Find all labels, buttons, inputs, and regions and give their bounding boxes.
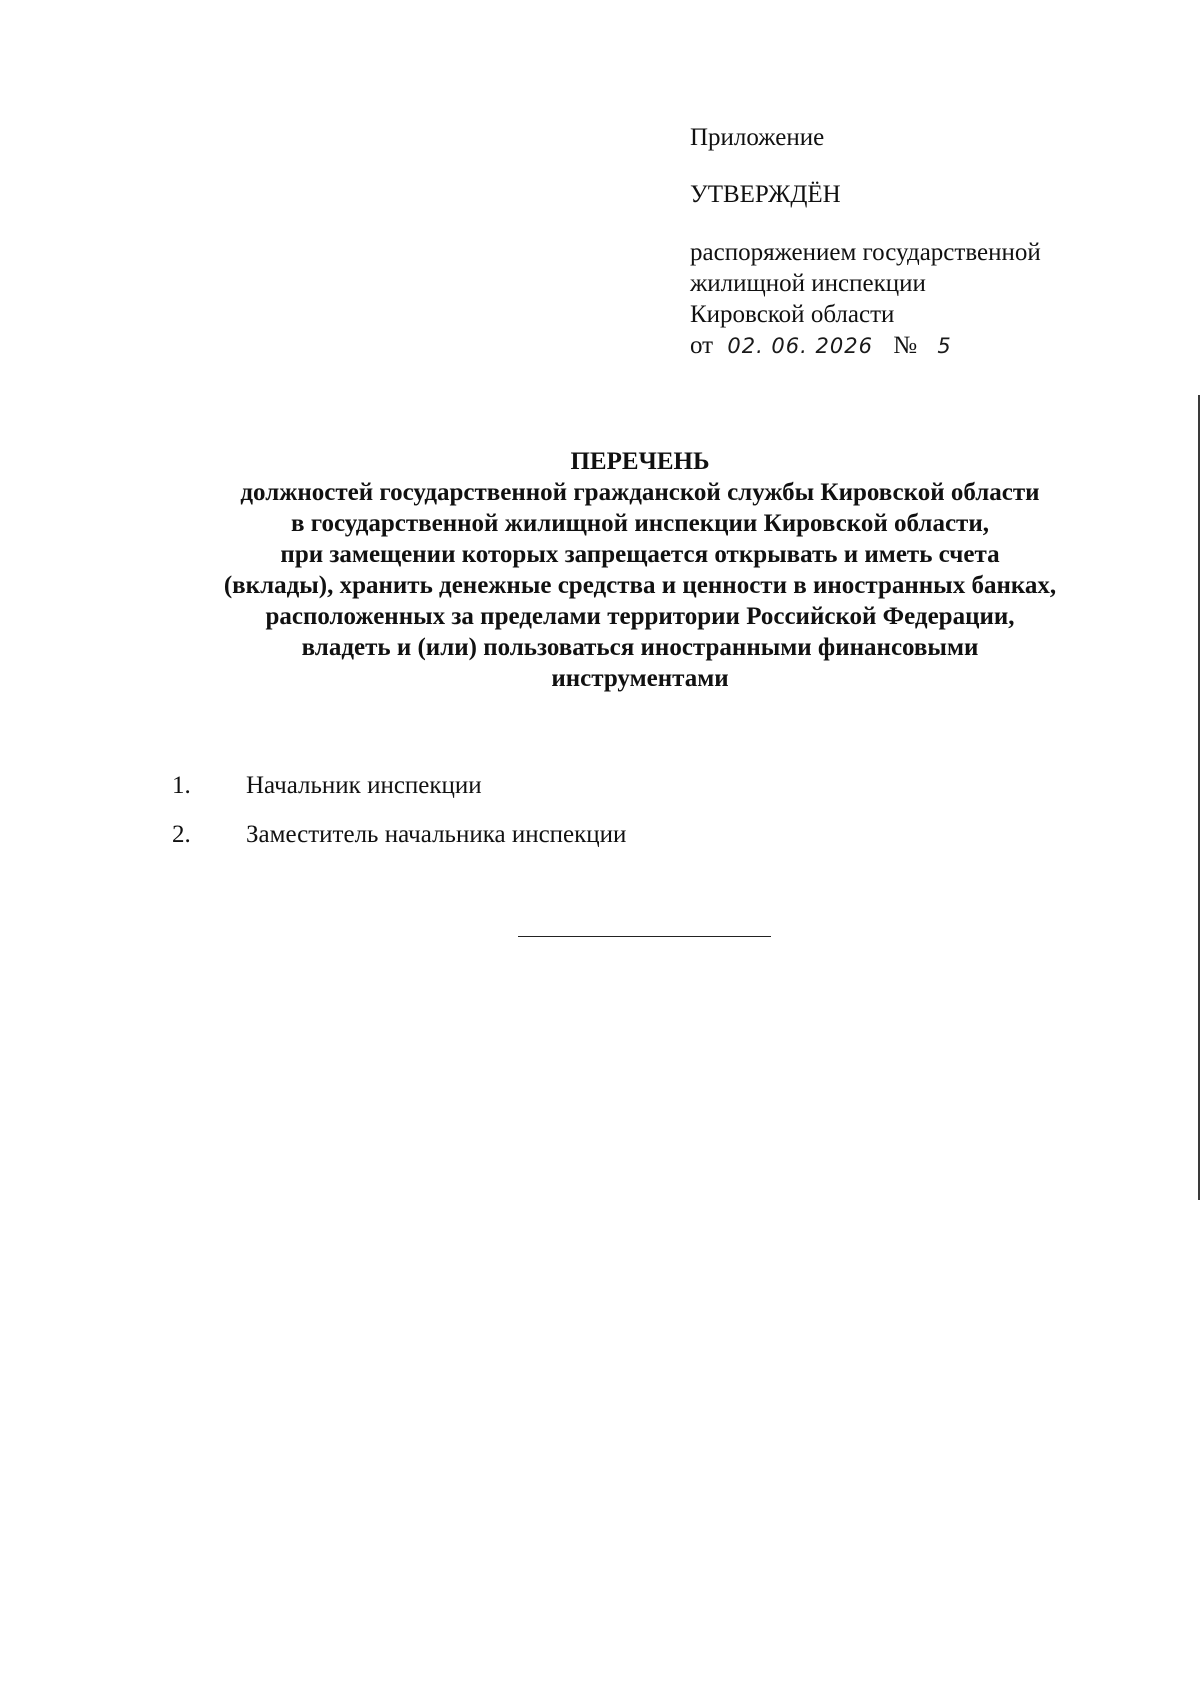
approval-date-line xyxy=(690,330,1160,362)
title-line: (вклады), хранить денежные средства и ценности в иностранных банках, xyxy=(223,572,1057,599)
title-heading: ПЕРЕЧЕНЬ xyxy=(570,448,710,475)
list-item-text: Заместитель начальника инспекции xyxy=(246,821,627,848)
handwritten-number: 5 xyxy=(937,334,952,358)
approval-by-line: Кировской области xyxy=(690,301,895,328)
title-line: владеть и (или) пользоваться иностранными финансовыми xyxy=(301,634,979,661)
list-item-number: 1. xyxy=(172,772,191,799)
list-item-text: Начальник инспекции xyxy=(246,772,482,799)
date-prefix: от xyxy=(690,332,714,359)
approval-by-line: распоряжением государственной xyxy=(690,239,1041,266)
positions-list xyxy=(172,770,972,850)
document-title xyxy=(150,446,1130,694)
approval-block xyxy=(690,122,1160,362)
approved-label: УТВЕРЖДЁН xyxy=(690,181,841,208)
handwritten-date: 02. 06. 2026 xyxy=(727,334,873,358)
number-label: № xyxy=(893,332,918,359)
end-divider xyxy=(518,936,771,937)
list-item xyxy=(172,819,972,850)
title-line: расположенных за пределами территории Российской Федерации, xyxy=(265,603,1015,630)
approval-by-line: жилищной инспекции xyxy=(690,270,926,297)
title-line: при замещении которых запрещается открывать и иметь счета xyxy=(280,541,1000,568)
title-line: инструментами xyxy=(551,665,729,692)
appendix-label: Приложение xyxy=(690,124,825,151)
list-item xyxy=(172,770,972,801)
list-item-number: 2. xyxy=(172,821,191,848)
title-line: должностей государственной гражданской службы Кировской области xyxy=(240,479,1040,506)
title-line: в государственной жилищной инспекции Кировской области, xyxy=(291,510,989,537)
